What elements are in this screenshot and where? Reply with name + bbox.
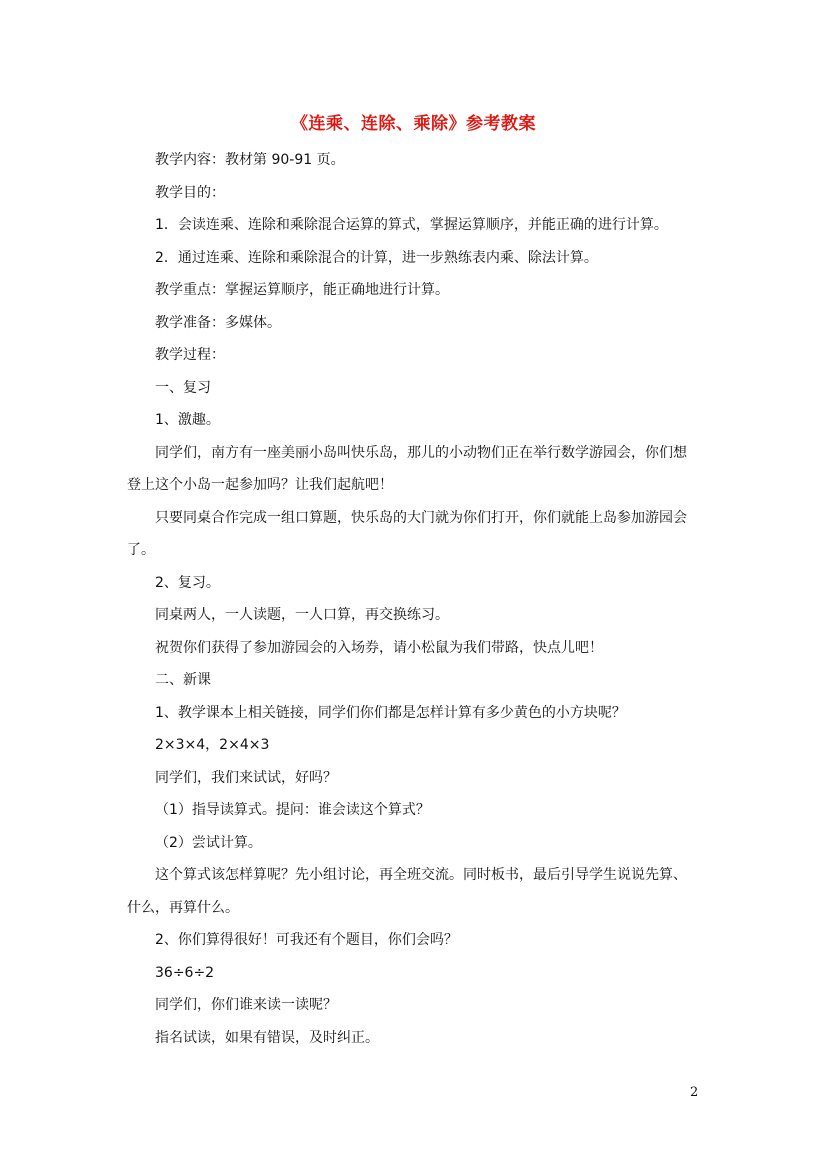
text-line: 祝贺你们获得了参加游园会的入场券，请小松鼠为我们带路，快点儿吧！ (155, 640, 603, 656)
subsection-heading: 2、复习。 (155, 575, 220, 591)
text-line: （2）尝试计算。 (155, 835, 262, 851)
text-line: 同桌两人，一人读题，一人口算，再交换练习。 (155, 607, 449, 623)
text-line: 2．通过连乘、连除和乘除混合的计算，进一步熟练表内乘、除法计算。 (155, 250, 598, 266)
document-title: 《连乘、连除、乘除》参考教案 (291, 114, 536, 134)
text-line: 1．会读连乘、连除和乘除混合运算的算式，掌握运算顺序，并能正确的进行计算。 (155, 217, 668, 233)
text-line: 同学们，我们来试试，好吗？ (155, 770, 337, 786)
subsection-heading: 1、激趣。 (155, 412, 220, 428)
page-number: 2 (690, 1085, 699, 1100)
text-line: 只要同桌合作完成一组口算题，快乐岛的大门就为你们打开，你们就能上岛参加游园会 (155, 510, 687, 526)
text-line: 同学们，你们谁来读一读呢？ (155, 997, 337, 1013)
text-line: 教学过程： (155, 347, 225, 363)
section-heading: 二、新课 (155, 672, 211, 688)
text-line: 1、教学课本上相关链接，同学们你们都是怎样计算有多少黄色的小方块呢？ (155, 705, 626, 721)
text-line: 了。 (127, 542, 155, 558)
formula-line: 36÷6÷2 (155, 965, 215, 981)
text-line: 这个算式该怎样算呢？先小组讨论，再全班交流。同时板书，最后引导学生说说先算、 (155, 867, 687, 883)
text-line: 同学们，南方有一座美丽小岛叫快乐岛，那儿的小动物们正在举行数学游园会，你们想 (155, 445, 687, 461)
formula-line: 2×3×4，2×4×3 (155, 737, 270, 753)
text-line: 教学内容：教材第 90-91 页。 (155, 152, 345, 168)
text-line: 2、你们算得很好！可我还有个题目，你们会吗？ (155, 932, 458, 948)
text-line: 登上这个小岛一起参加吗？让我们起航吧！ (127, 477, 393, 493)
text-line: 教学重点：掌握运算顺序，能正确地进行计算。 (155, 282, 449, 298)
text-line: 教学目的： (155, 185, 225, 201)
text-line: 什么，再算什么。 (127, 900, 239, 916)
text-line: 指名试读，如果有错误，及时纠正。 (155, 1030, 379, 1046)
section-heading: 一、复习 (155, 380, 211, 396)
text-line: 教学准备：多媒体。 (155, 315, 281, 331)
text-line: （1）指导读算式。提问：谁会读这个算式？ (155, 802, 430, 818)
